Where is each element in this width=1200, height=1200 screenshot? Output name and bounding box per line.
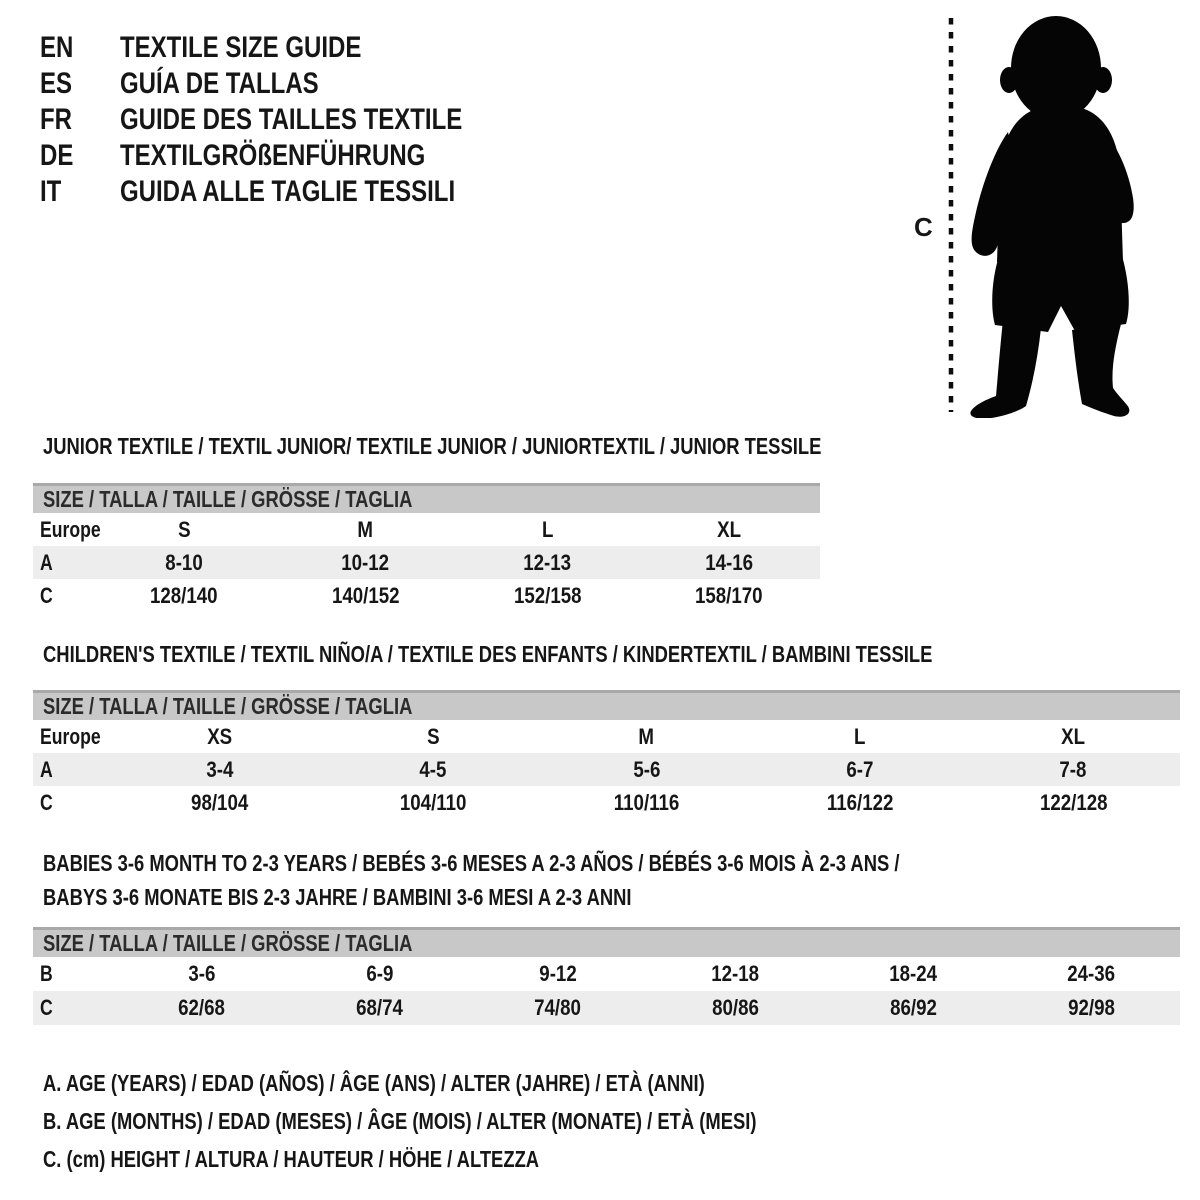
cell: 4-5 <box>419 756 447 782</box>
cell: M <box>638 723 655 749</box>
cell: 104/110 <box>399 789 467 815</box>
cell: S <box>177 516 191 542</box>
cell: L <box>854 723 866 749</box>
language-code: EN <box>40 31 74 64</box>
table-row <box>33 753 1180 786</box>
cell: 110/116 <box>613 789 680 815</box>
section-title-babies <box>43 846 1114 914</box>
legend-line-a: A. AGE (YEARS) / EDAD (AÑOS) / ÂGE (ANS) / ALTER (JAHRE) / ETÀ (ANNI) <box>43 1070 705 1096</box>
row-label: Europe <box>40 723 101 749</box>
cell: 68/74 <box>356 995 404 1020</box>
row-label: A <box>40 756 53 782</box>
baby-silhouette-icon <box>970 16 1133 418</box>
language-code: ES <box>40 67 73 100</box>
cell: XL <box>1061 723 1086 749</box>
size-table-header-text: SIZE / TALLA / TAILLE / GRÖSSE / TAGLIA <box>43 930 413 956</box>
cell: 24-36 <box>1067 961 1115 986</box>
table-row <box>33 546 820 579</box>
cell: 8-10 <box>165 549 203 575</box>
cell: XL <box>717 516 742 542</box>
cell: 122/128 <box>1039 789 1108 815</box>
height-measure-label: C <box>914 212 933 242</box>
row-label: C <box>40 995 53 1020</box>
size-table-babies <box>33 927 1180 1025</box>
language-title: TEXTILGRÖßENFÜHRUNG <box>120 139 426 172</box>
cell: 10-12 <box>341 549 390 575</box>
table-row <box>33 720 1180 753</box>
cell: 140/152 <box>331 582 400 608</box>
cell: 80/86 <box>712 995 759 1020</box>
size-table-header <box>33 690 1180 720</box>
cell: 158/170 <box>695 582 763 608</box>
language-title: GUIDA ALLE TAGLIE TESSILI <box>120 175 456 208</box>
cell: 116/122 <box>826 789 894 815</box>
section-title-junior <box>43 433 1016 459</box>
size-table-header <box>33 483 820 513</box>
baby-silhouette-figure <box>905 10 1150 418</box>
legend-line-b: B. AGE (MONTHS) / EDAD (MESES) / ÂGE (MOIS) / ALTER (MONATE) / ETÀ (MESI) <box>43 1108 757 1134</box>
cell: 86/92 <box>889 995 937 1020</box>
language-code: DE <box>40 139 74 172</box>
table-row <box>33 786 1180 819</box>
language-title: GUIDE DES TAILLES TEXTILE <box>120 103 463 136</box>
cell: 128/140 <box>150 582 218 608</box>
row-label: Europe <box>40 516 101 542</box>
table-row <box>33 513 820 546</box>
legend-line-c: C. (cm) HEIGHT / ALTURA / HAUTEUR / HÖHE / ALTEZZA <box>43 1146 540 1172</box>
cell: 152/158 <box>513 582 582 608</box>
size-table-header <box>33 927 1180 957</box>
table-row <box>33 957 1180 991</box>
header-language-list <box>40 30 548 210</box>
section-title-children <box>43 641 1155 667</box>
table-row <box>33 991 1180 1025</box>
cell: 14-16 <box>705 549 754 575</box>
cell: 3-6 <box>188 961 216 986</box>
cell: 5-6 <box>632 756 661 782</box>
cell: 9-12 <box>538 961 577 986</box>
row-label: C <box>40 789 53 815</box>
language-code: FR <box>40 103 72 136</box>
row-label: B <box>40 961 53 986</box>
row-label: A <box>40 549 53 575</box>
cell: 6-9 <box>366 961 394 986</box>
table-row <box>33 579 820 612</box>
section-title-text-line2: BABYS 3-6 MONATE BIS 2-3 JAHRE / BAMBINI 3-6 MESI A 2-3 ANNI <box>43 884 632 910</box>
size-table-header-text: SIZE / TALLA / TAILLE / GRÖSSE / TAGLIA <box>43 486 413 512</box>
legend <box>43 1064 935 1178</box>
cell: S <box>426 723 440 749</box>
cell: 6-7 <box>846 756 874 782</box>
language-title: TEXTILE SIZE GUIDE <box>120 31 362 64</box>
section-title-text: CHILDREN'S TEXTILE / TEXTIL NIÑO/A / TEXTILE DES ENFANTS / KINDERTEXTIL / BAMBINI TESSILE <box>43 641 933 667</box>
language-title: GUÍA DE TALLAS <box>120 67 319 100</box>
cell: 7-8 <box>1059 756 1087 782</box>
size-table-header-text: SIZE / TALLA / TAILLE / GRÖSSE / TAGLIA <box>43 693 413 719</box>
cell: M <box>357 516 374 542</box>
cell: 92/98 <box>1067 995 1115 1020</box>
cell: 12-18 <box>711 961 760 986</box>
size-table-junior <box>33 483 820 612</box>
cell: 3-4 <box>206 756 234 782</box>
row-label: C <box>40 582 53 608</box>
cell: XS <box>207 723 233 749</box>
size-table-children <box>33 690 1180 819</box>
cell: 18-24 <box>889 961 938 986</box>
cell: 62/68 <box>178 995 226 1020</box>
section-title-text-line1: BABIES 3-6 MONTH TO 2-3 YEARS / BEBÉS 3-6 MESES A 2-3 AÑOS / BÉBÉS 3-6 MOIS À 2-3 ANS / <box>43 850 900 876</box>
language-code: IT <box>40 175 62 208</box>
cell: 98/104 <box>191 789 249 815</box>
cell: 12-13 <box>523 549 572 575</box>
cell: 74/80 <box>534 995 581 1020</box>
section-title-text: JUNIOR TEXTILE / TEXTIL JUNIOR/ TEXTILE JUNIOR / JUNIORTEXTIL / JUNIOR TESSILE <box>43 433 822 459</box>
cell: L <box>541 516 554 542</box>
